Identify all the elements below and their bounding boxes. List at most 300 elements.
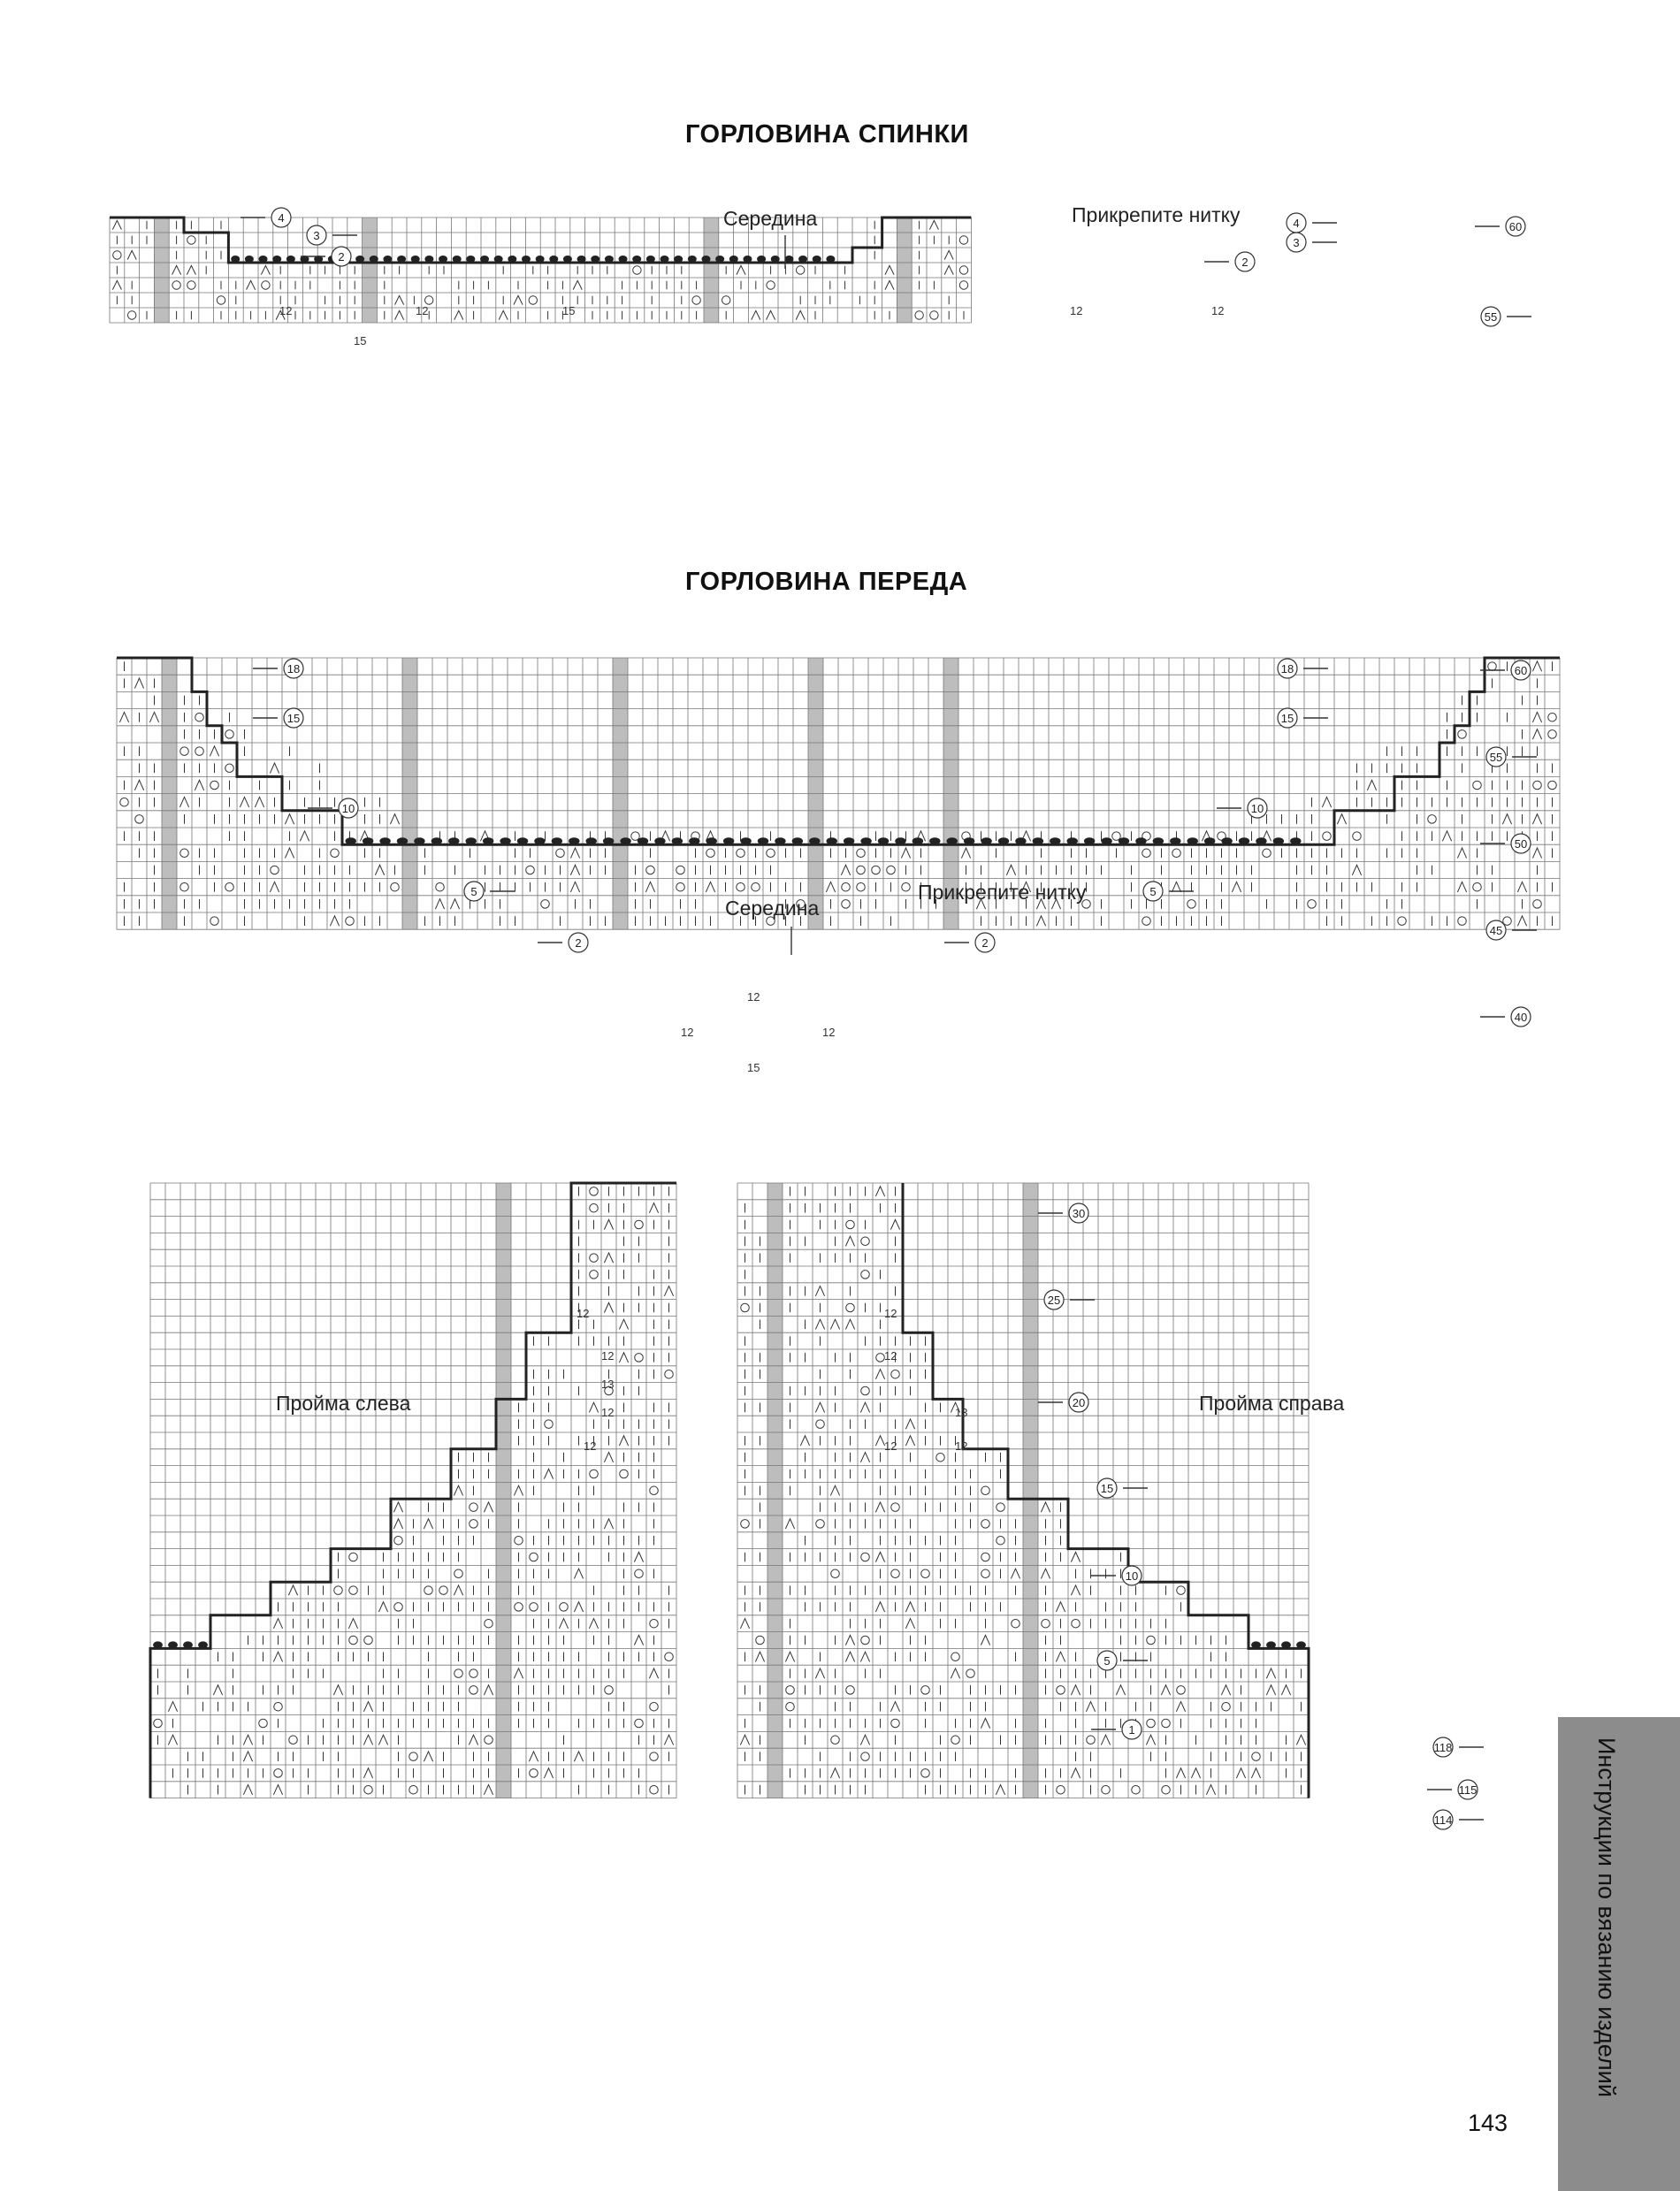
bind-off-mark	[534, 837, 545, 844]
decrease-symbol	[875, 1370, 884, 1379]
yarn-over-symbol	[1488, 662, 1497, 671]
decrease-symbol	[270, 763, 279, 774]
decrease-symbol	[604, 1302, 613, 1312]
yarn-over-symbol	[590, 1254, 599, 1263]
yarn-over-symbol	[861, 1386, 870, 1395]
yarn-over-symbol	[737, 882, 745, 891]
decrease-symbol	[1457, 882, 1466, 892]
armhole-right-label: Пройма справа	[1199, 1392, 1345, 1415]
decrease-symbol	[890, 1219, 899, 1229]
decrease-symbol	[1116, 1685, 1125, 1695]
bind-off-mark	[619, 256, 628, 263]
decrease-symbol	[830, 1768, 839, 1778]
armhole-left-label: Пройма слева	[276, 1392, 411, 1415]
bind-off-mark	[153, 1641, 163, 1648]
decrease-symbol	[589, 1619, 598, 1629]
bind-off-mark	[198, 1641, 208, 1648]
yarn-over-symbol	[650, 1752, 659, 1761]
yarn-over-symbol	[756, 1636, 765, 1645]
decrease-symbol	[740, 1735, 749, 1744]
back-middle-label: Середина	[723, 207, 818, 230]
yarn-over-symbol	[620, 1470, 629, 1478]
cable-count-label: 12	[884, 1349, 897, 1363]
decrease-symbol	[664, 1286, 673, 1296]
yarn-over-symbol	[1428, 815, 1437, 824]
decrease-symbol	[1517, 882, 1526, 892]
front-step-marker: 10	[341, 802, 355, 815]
bind-off-mark	[946, 837, 957, 844]
bind-off-mark	[860, 837, 871, 844]
decrease-symbol	[815, 1668, 824, 1678]
decrease-symbol	[815, 1319, 824, 1329]
decrease-symbol	[395, 295, 404, 304]
decrease-symbol	[168, 1735, 177, 1744]
yarn-over-symbol	[424, 1586, 433, 1595]
decrease-symbol	[514, 1668, 523, 1678]
bind-off-mark	[549, 256, 558, 263]
yarn-over-symbol	[590, 1203, 599, 1212]
cable-count-label: 12	[416, 304, 429, 317]
yarn-over-symbol	[981, 1486, 990, 1495]
yarn-over-symbol	[891, 1370, 900, 1378]
yarn-over-symbol	[331, 849, 340, 858]
decrease-symbol	[800, 1436, 809, 1446]
decrease-symbol	[841, 865, 850, 875]
bind-off-mark	[605, 256, 614, 263]
decrease-symbol	[390, 814, 399, 825]
decrease-symbol	[634, 1552, 643, 1561]
decrease-symbol	[1352, 865, 1361, 875]
yarn-over-symbol	[409, 1752, 418, 1761]
bind-off-mark	[448, 837, 459, 844]
decrease-symbol	[573, 280, 582, 289]
bind-off-mark	[1033, 837, 1043, 844]
yarn-over-symbol	[635, 1354, 644, 1363]
yarn-over-symbol	[842, 900, 851, 909]
yarn-over-symbol	[364, 1785, 373, 1794]
yarn-over-symbol	[262, 281, 270, 289]
decrease-symbol	[255, 797, 263, 807]
bind-off-mark	[552, 837, 562, 844]
yarn-over-symbol	[981, 1520, 990, 1529]
yarn-over-symbol	[1177, 1586, 1186, 1595]
decrease-symbol	[424, 1519, 432, 1529]
bind-off-mark	[964, 837, 974, 844]
yarn-over-symbol	[560, 1603, 569, 1612]
front-neck-title: ГОРЛОВИНА ПЕРЕДА	[685, 568, 968, 596]
decrease-symbol	[149, 712, 158, 722]
yarn-over-symbol	[271, 866, 279, 874]
decrease-symbol	[243, 1785, 252, 1795]
armhole-row-marker: 15	[1100, 1482, 1114, 1495]
decrease-symbol	[529, 1752, 538, 1761]
bind-off-mark	[414, 837, 424, 844]
decrease-symbol	[454, 1485, 462, 1495]
yarn-over-symbol	[861, 1271, 870, 1279]
bind-off-mark	[715, 256, 724, 263]
bind-off-mark	[723, 837, 734, 844]
decrease-symbol	[514, 295, 523, 304]
bind-off-mark	[688, 256, 697, 263]
decrease-symbol	[944, 265, 953, 274]
yarn-over-symbol	[210, 917, 219, 926]
yarn-over-symbol	[631, 832, 640, 841]
stitch-column	[1023, 1183, 1038, 1798]
yarn-over-symbol	[872, 866, 881, 874]
bind-off-mark	[792, 837, 803, 844]
yarn-over-symbol	[861, 1553, 870, 1561]
decrease-symbol	[860, 1453, 869, 1462]
yarn-over-symbol	[876, 1354, 885, 1363]
decrease-symbol	[210, 746, 218, 757]
decrease-symbol	[1041, 1502, 1050, 1512]
decrease-symbol	[944, 250, 953, 259]
decrease-symbol	[179, 797, 188, 807]
decrease-symbol	[240, 797, 248, 807]
bind-off-mark	[1251, 1641, 1261, 1648]
front-row-marker: 50	[1514, 837, 1528, 851]
decrease-symbol	[363, 1768, 372, 1778]
decrease-symbol	[649, 1668, 658, 1678]
yarn-over-symbol	[1353, 832, 1362, 841]
yarn-over-symbol	[846, 1686, 855, 1695]
bind-off-mark	[522, 256, 531, 263]
yarn-over-symbol	[966, 1669, 975, 1678]
decrease-symbol	[435, 899, 444, 910]
yarn-over-symbol	[364, 1636, 373, 1645]
decrease-symbol	[1221, 1685, 1230, 1695]
decrease-symbol	[1011, 1569, 1019, 1578]
bind-off-mark	[1204, 837, 1215, 844]
cable-count-label: 13	[601, 1378, 615, 1391]
yarn-over-symbol	[1042, 1619, 1050, 1628]
bind-off-mark	[661, 256, 669, 263]
decrease-symbol	[767, 310, 775, 319]
decrease-symbol	[395, 310, 404, 319]
decrease-symbol	[619, 1436, 628, 1446]
bind-off-mark	[517, 837, 528, 844]
decrease-symbol	[604, 1219, 613, 1229]
decrease-symbol	[393, 1502, 402, 1512]
decrease-symbol	[1161, 1685, 1170, 1695]
back-row-marker: 60	[1508, 220, 1523, 233]
cable-count-label: 12	[1070, 304, 1083, 317]
yarn-over-symbol	[1323, 832, 1332, 841]
decrease-symbol	[1236, 1768, 1245, 1778]
front-row-marker: 40	[1514, 1011, 1528, 1024]
yarn-over-symbol	[530, 1553, 538, 1561]
decrease-symbol	[1322, 797, 1331, 807]
decrease-symbol	[285, 848, 294, 859]
bind-off-mark	[1153, 837, 1164, 844]
yarn-over-symbol	[722, 296, 729, 304]
decrease-symbol	[1337, 814, 1346, 825]
bind-off-mark	[1221, 837, 1232, 844]
yarn-over-symbol	[1308, 900, 1317, 909]
bind-off-mark	[758, 837, 768, 844]
yarn-over-symbol	[556, 849, 565, 858]
bind-off-mark	[466, 256, 475, 263]
bind-off-mark	[585, 837, 596, 844]
decrease-symbol	[574, 1602, 583, 1612]
yarn-over-symbol	[515, 1603, 523, 1612]
decrease-symbol	[664, 1735, 673, 1744]
decrease-symbol	[1206, 1785, 1215, 1795]
front-step-marker: 2	[575, 936, 582, 950]
decrease-symbol	[649, 1203, 658, 1213]
decrease-symbol	[1071, 1585, 1080, 1595]
decrease-symbol	[484, 1685, 493, 1695]
bind-off-mark	[1135, 837, 1146, 844]
yarn-over-symbol	[120, 798, 129, 806]
yarn-over-symbol	[217, 296, 225, 304]
bind-off-mark	[355, 256, 364, 263]
bind-off-mark	[674, 256, 683, 263]
yarn-over-symbol	[545, 1420, 554, 1429]
decrease-symbol	[1071, 1685, 1080, 1695]
bind-off-mark	[1084, 837, 1095, 844]
cable-count-label: 12	[601, 1349, 615, 1363]
cable-count-label: 12	[747, 990, 760, 1004]
bind-off-mark	[638, 837, 648, 844]
bind-off-mark	[577, 256, 586, 263]
yarn-over-symbol	[195, 713, 204, 721]
decrease-symbol	[1056, 1652, 1065, 1661]
decrease-symbol	[134, 678, 143, 689]
bind-off-mark	[411, 256, 420, 263]
decrease-symbol	[845, 1635, 854, 1645]
decrease-symbol	[454, 310, 463, 319]
decrease-symbol	[1176, 1768, 1185, 1778]
cable-count-label: 12	[884, 1307, 897, 1320]
armhole-row-marker: 10	[1125, 1569, 1139, 1583]
decrease-symbol	[890, 1702, 899, 1712]
decrease-symbol	[885, 280, 894, 289]
bind-off-mark	[465, 837, 476, 844]
bind-off-mark	[878, 837, 889, 844]
page-number: 143	[1468, 2110, 1508, 2136]
yarn-over-symbol	[436, 882, 445, 891]
decrease-symbol	[961, 848, 970, 859]
decrease-symbol	[885, 265, 894, 274]
cable-count-label: 13	[955, 1406, 968, 1419]
yarn-over-symbol	[635, 1719, 644, 1728]
yarn-over-symbol	[1072, 1619, 1081, 1628]
bind-off-mark	[1066, 837, 1077, 844]
decrease-symbol	[860, 1735, 869, 1744]
yarn-over-symbol	[541, 900, 550, 909]
cable-count-label: 12	[584, 1439, 597, 1453]
bind-off-mark	[981, 837, 991, 844]
yarn-over-symbol	[1162, 1785, 1171, 1794]
bind-off-mark	[1296, 1641, 1306, 1648]
bind-off-mark	[379, 837, 390, 844]
bind-off-mark	[231, 256, 240, 263]
decrease-symbol	[1281, 1685, 1290, 1695]
stitch-column	[704, 218, 719, 323]
bind-off-mark	[844, 837, 854, 844]
decrease-symbol	[285, 814, 294, 825]
yarn-over-symbol	[692, 296, 700, 304]
yarn-over-symbol	[349, 1553, 358, 1561]
yarn-over-symbol	[915, 311, 923, 319]
yarn-over-symbol	[485, 1619, 493, 1628]
armhole-row-marker: 114	[1433, 1813, 1453, 1827]
yarn-over-symbol	[1112, 832, 1121, 841]
yarn-over-symbol	[530, 1769, 538, 1778]
decrease-symbol	[333, 1685, 342, 1695]
bind-off-mark	[1101, 837, 1111, 844]
yarn-over-symbol	[741, 1520, 750, 1529]
decrease-symbol	[454, 1585, 462, 1595]
yarn-over-symbol	[816, 1520, 825, 1529]
decrease-symbol	[604, 1519, 613, 1529]
yarn-over-symbol	[1548, 713, 1557, 721]
decrease-symbol	[604, 1453, 613, 1462]
bind-off-mark	[771, 256, 780, 263]
bind-off-mark	[508, 256, 516, 263]
bind-off-mark	[1170, 837, 1180, 844]
yarn-over-symbol	[1263, 849, 1271, 858]
front-step-marker: 15	[286, 712, 301, 725]
yarn-over-symbol	[334, 1586, 343, 1595]
bind-off-mark	[1281, 1641, 1291, 1648]
cable-count-label: 12	[822, 1026, 836, 1039]
yarn-over-symbol	[959, 281, 967, 289]
bind-off-mark	[183, 1641, 193, 1648]
yarn-over-symbol	[180, 882, 189, 891]
bind-off-mark	[1239, 837, 1249, 844]
yarn-over-symbol	[767, 281, 775, 289]
yarn-over-symbol	[921, 1569, 930, 1578]
decrease-symbol	[300, 831, 309, 842]
bind-off-mark	[620, 837, 630, 844]
decrease-symbol	[905, 1436, 914, 1446]
front-step-marker: 5	[1149, 885, 1157, 898]
front-row-marker: 45	[1489, 924, 1503, 937]
yarn-over-symbol	[394, 1536, 403, 1545]
yarn-over-symbol	[650, 1486, 659, 1495]
decrease-symbol	[544, 1469, 553, 1478]
decrease-symbol	[796, 310, 805, 319]
yarn-over-symbol	[650, 1619, 659, 1628]
bind-off-mark	[1187, 837, 1197, 844]
yarn-over-symbol	[1473, 781, 1482, 790]
yarn-over-symbol	[676, 866, 685, 874]
decrease-symbol	[450, 899, 459, 910]
bind-off-mark	[895, 837, 905, 844]
decrease-symbol	[845, 1236, 854, 1246]
yarn-over-symbol	[981, 1569, 990, 1578]
yarn-over-symbol	[1147, 1719, 1156, 1728]
yarn-over-symbol	[846, 1303, 855, 1312]
decrease-symbol	[845, 1652, 854, 1661]
decrease-symbol	[1146, 1735, 1155, 1744]
front-row-marker: 60	[1514, 664, 1528, 677]
yarn-over-symbol	[346, 917, 355, 926]
yarn-over-symbol	[842, 882, 851, 891]
yarn-over-symbol	[135, 815, 144, 824]
decrease-symbol	[484, 1502, 493, 1512]
yarn-over-symbol	[590, 1470, 599, 1478]
back-step-marker: 3	[313, 229, 320, 242]
yarn-over-symbol	[225, 764, 234, 773]
bind-off-mark	[397, 256, 406, 263]
decrease-symbol	[1232, 882, 1241, 892]
decrease-symbol	[875, 1187, 884, 1196]
bind-off-mark	[798, 256, 807, 263]
yarn-over-symbol	[454, 1569, 463, 1578]
decrease-symbol	[619, 1319, 628, 1329]
yarn-over-symbol	[676, 882, 685, 891]
bind-off-mark	[1256, 837, 1266, 844]
decrease-symbol	[213, 1685, 222, 1695]
decrease-symbol	[168, 1702, 177, 1712]
bind-off-mark	[1015, 837, 1026, 844]
bind-off-mark	[757, 256, 766, 263]
yarn-over-symbol	[635, 1569, 644, 1578]
decrease-symbol	[570, 848, 579, 859]
yarn-over-symbol	[846, 1220, 855, 1229]
back-step-marker: 4	[278, 211, 285, 225]
bind-off-mark	[689, 837, 699, 844]
bind-off-mark	[591, 256, 599, 263]
bind-off-mark	[286, 256, 295, 263]
cable-count-label: 12	[884, 1439, 897, 1453]
bind-off-mark	[536, 256, 545, 263]
decrease-symbol	[288, 1585, 297, 1595]
front-step-marker: 5	[470, 885, 477, 898]
armhole-row-marker: 5	[1103, 1654, 1111, 1668]
decrease-symbol	[424, 1752, 432, 1761]
bind-off-mark	[743, 256, 752, 263]
yarn-over-symbol	[752, 882, 760, 891]
yarn-over-symbol	[633, 266, 641, 274]
back-step-marker: 2	[1241, 256, 1249, 269]
yarn-over-symbol	[887, 866, 896, 874]
decrease-symbol	[981, 1718, 989, 1728]
decrease-symbol	[1176, 1702, 1185, 1712]
stitch-column	[363, 218, 378, 323]
yarn-over-symbol	[289, 1736, 298, 1744]
front-row-marker: 55	[1489, 751, 1503, 764]
bind-off-mark	[345, 837, 355, 844]
decrease-symbol	[589, 1402, 598, 1412]
yarn-over-symbol	[113, 251, 121, 259]
yarn-over-symbol	[861, 1237, 870, 1246]
yarn-over-symbol	[635, 1220, 644, 1229]
decrease-symbol	[1101, 1735, 1110, 1744]
yarn-over-symbol	[526, 866, 535, 874]
yarn-over-symbol	[210, 781, 219, 790]
yarn-over-symbol	[590, 1187, 599, 1196]
yarn-over-symbol	[274, 1769, 283, 1778]
decrease-symbol	[1457, 848, 1466, 859]
decrease-symbol	[1251, 1768, 1260, 1778]
decrease-symbol	[1056, 1602, 1065, 1612]
decrease-symbol	[785, 1519, 794, 1529]
armhole-row-marker: 20	[1072, 1396, 1086, 1409]
bind-off-mark	[826, 256, 835, 263]
bind-off-mark	[672, 837, 683, 844]
front-middle-label: Середина	[725, 897, 820, 920]
yarn-over-symbol	[187, 236, 195, 244]
armhole-row-marker: 25	[1047, 1294, 1061, 1307]
decrease-symbol	[119, 712, 128, 722]
decrease-symbol	[330, 916, 339, 927]
yarn-over-symbol	[1057, 1785, 1065, 1794]
armhole-row-marker: 30	[1072, 1207, 1086, 1220]
